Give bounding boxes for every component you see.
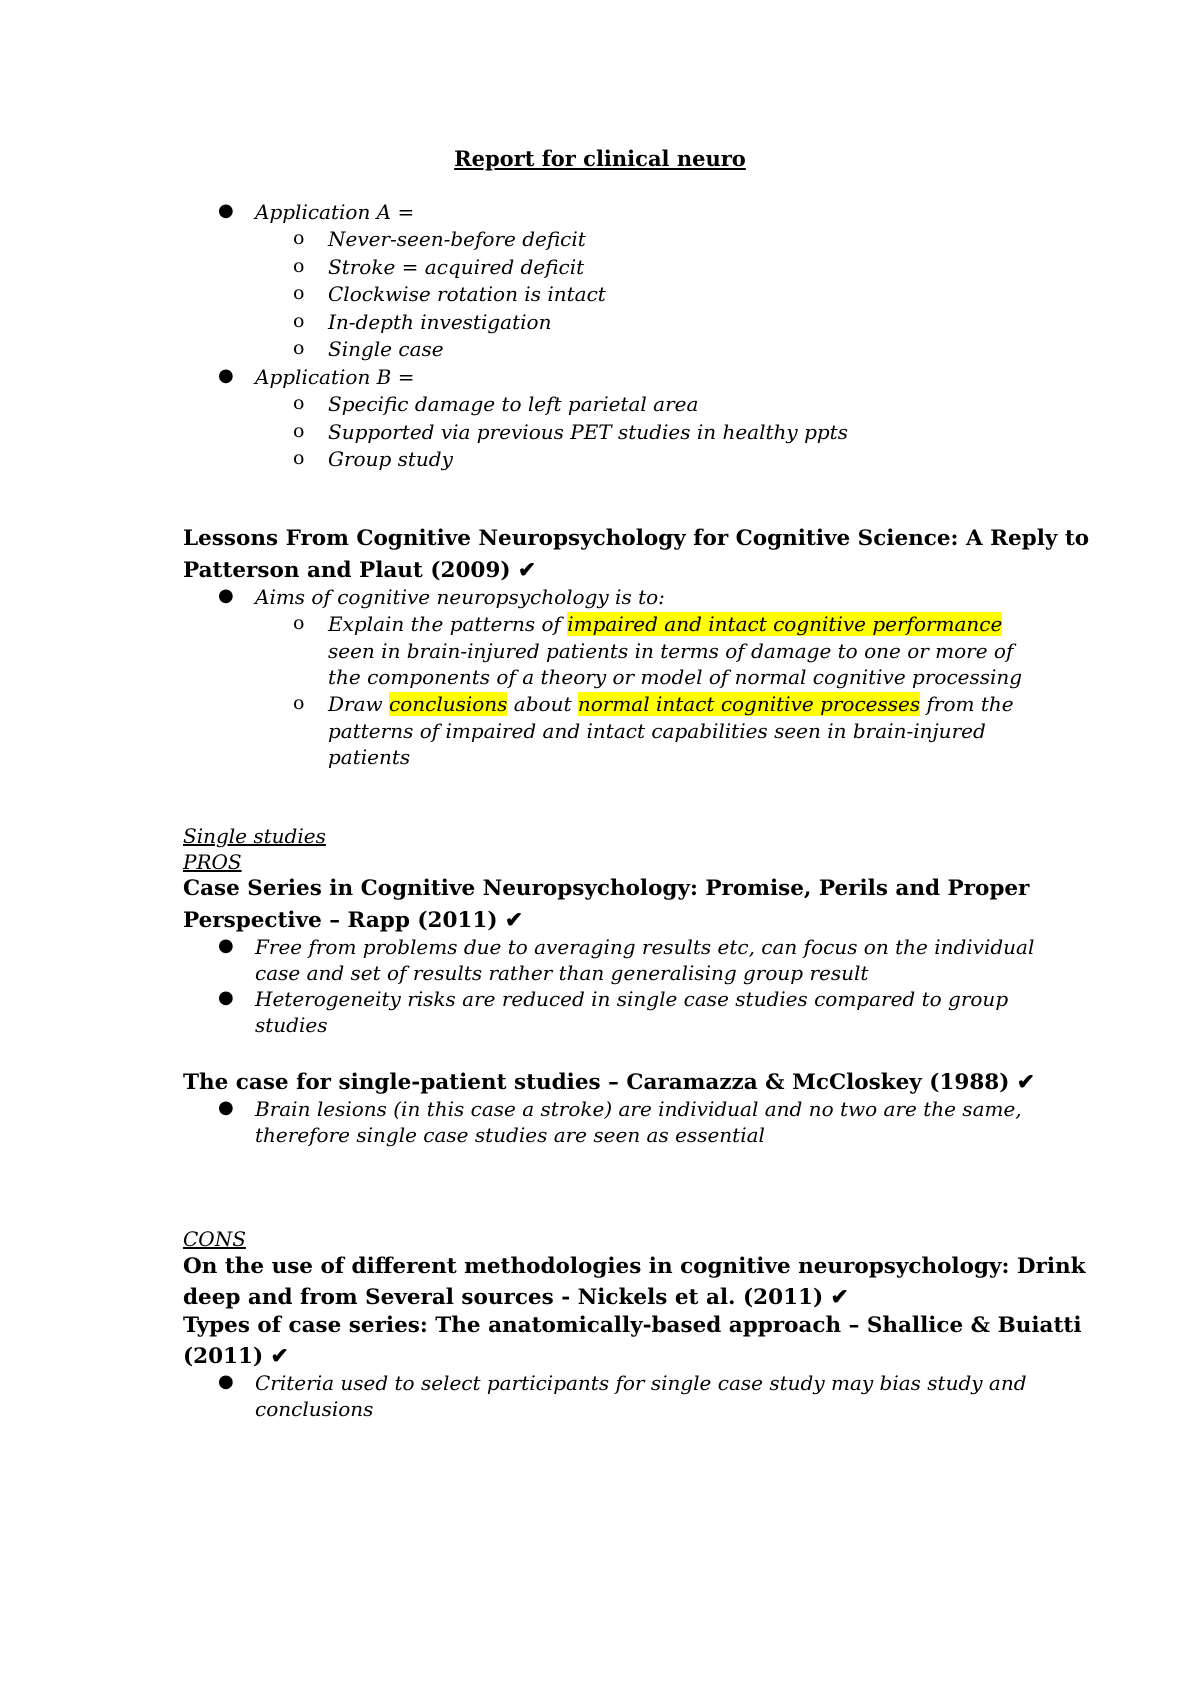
rapp-heading-cont: Perspective – Rapp (2011) ✔ <box>183 908 524 933</box>
circle-bullet-icon: o <box>293 227 305 249</box>
cons-bullet-cont: conclusions <box>255 1397 374 1421</box>
bullet-icon: ● <box>218 365 234 386</box>
list-item: Stroke = acquired deficit <box>328 255 585 279</box>
bullet-icon: ● <box>218 200 234 221</box>
highlighted-text: normal intact cognitive processes <box>577 692 921 716</box>
nickels-heading: On the use of different methodologies in cognitive neuropsychology: Drink <box>183 1254 1086 1279</box>
caramazza-bullet-cont: therefore single case studies are seen as essential <box>255 1123 765 1147</box>
lessons-bullet: Aims of cognitive neuropsychology is to: <box>255 585 665 609</box>
list-item: Single case <box>328 337 444 361</box>
bullet-icon: ● <box>218 1371 234 1392</box>
caramazza-heading: The case for single-patient studies – Caramazza & McCloskey (1988) ✔ <box>183 1070 1035 1095</box>
nickels-heading-cont: deep and from Several sources - Nickels et al. (2011) ✔ <box>183 1285 849 1310</box>
cons-label: CONS <box>183 1227 246 1251</box>
list-item: Clockwise rotation is intact <box>328 282 606 306</box>
rapp-bullet-2-cont: studies <box>255 1013 328 1037</box>
highlighted-text: conclusions <box>389 692 508 716</box>
document-title: Report for clinical neuro <box>454 146 746 171</box>
text-run: from the <box>920 692 1014 716</box>
lessons-sub2-line3: patients <box>328 745 411 769</box>
caramazza-bullet: Brain lesions (in this case a stroke) are individual and no two are the same, <box>255 1097 1022 1121</box>
shallice-heading: Types of case series: The anatomically-based approach – Shallice & Buiatti <box>183 1313 1082 1338</box>
list-item: Group study <box>328 447 453 471</box>
circle-bullet-icon: o <box>293 447 305 469</box>
circle-bullet-icon: o <box>293 337 305 359</box>
rapp-heading: Case Series in Cognitive Neuropsychology: Promise, Perils and Proper <box>183 876 1030 901</box>
circle-bullet-icon: o <box>293 420 305 442</box>
text-run: Draw <box>328 692 389 716</box>
rapp-bullet-2: Heterogeneity risks are reduced in single case studies compared to group <box>255 987 1009 1011</box>
rapp-bullet-1-cont: case and set of results rather than generalising group result <box>255 961 869 985</box>
circle-bullet-icon: o <box>293 282 305 304</box>
application-a-label: Application A = <box>255 200 415 224</box>
highlighted-text: impaired and intact cognitive performance <box>567 612 1003 636</box>
lessons-sub2-line1 <box>328 692 1014 716</box>
single-studies-label: Single studies <box>183 824 326 848</box>
circle-bullet-icon: o <box>293 255 305 277</box>
list-item: Supported via previous PET studies in healthy ppts <box>328 420 848 444</box>
lessons-heading-cont: Patterson and Plaut (2009) ✔ <box>183 558 537 583</box>
circle-bullet-icon: o <box>293 310 305 332</box>
text-run: Explain the patterns of <box>328 612 568 636</box>
lessons-sub1-line1 <box>328 612 1002 636</box>
circle-bullet-icon: o <box>293 612 305 634</box>
pros-label: PROS <box>183 850 242 874</box>
application-b-label: Application B = <box>255 365 415 389</box>
circle-bullet-icon: o <box>293 692 305 714</box>
lessons-heading: Lessons From Cognitive Neuropsychology for Cognitive Science: A Reply to <box>183 526 1090 551</box>
lessons-sub2-line2: patterns of impaired and intact capabilities seen in brain-injured <box>328 719 986 743</box>
list-item: Never-seen-before deficit <box>328 227 586 251</box>
bullet-icon: ● <box>218 987 234 1008</box>
rapp-bullet-1: Free from problems due to averaging results etc, can focus on the individual <box>255 935 1035 959</box>
bullet-icon: ● <box>218 935 234 956</box>
cons-bullet: Criteria used to select participants for single case study may bias study and <box>255 1371 1027 1395</box>
text-run: about <box>507 692 578 716</box>
list-item: In-depth investigation <box>328 310 552 334</box>
bullet-icon: ● <box>218 585 234 606</box>
circle-bullet-icon: o <box>293 392 305 414</box>
bullet-icon: ● <box>218 1097 234 1118</box>
list-item: Specific damage to left parietal area <box>328 392 699 416</box>
lessons-sub1-line2: seen in brain-injured patients in terms of damage to one or more of <box>328 639 1014 663</box>
shallice-heading-cont: (2011) ✔ <box>183 1344 289 1369</box>
lessons-sub1-line3: the components of a theory or model of normal cognitive processing <box>328 665 1023 689</box>
